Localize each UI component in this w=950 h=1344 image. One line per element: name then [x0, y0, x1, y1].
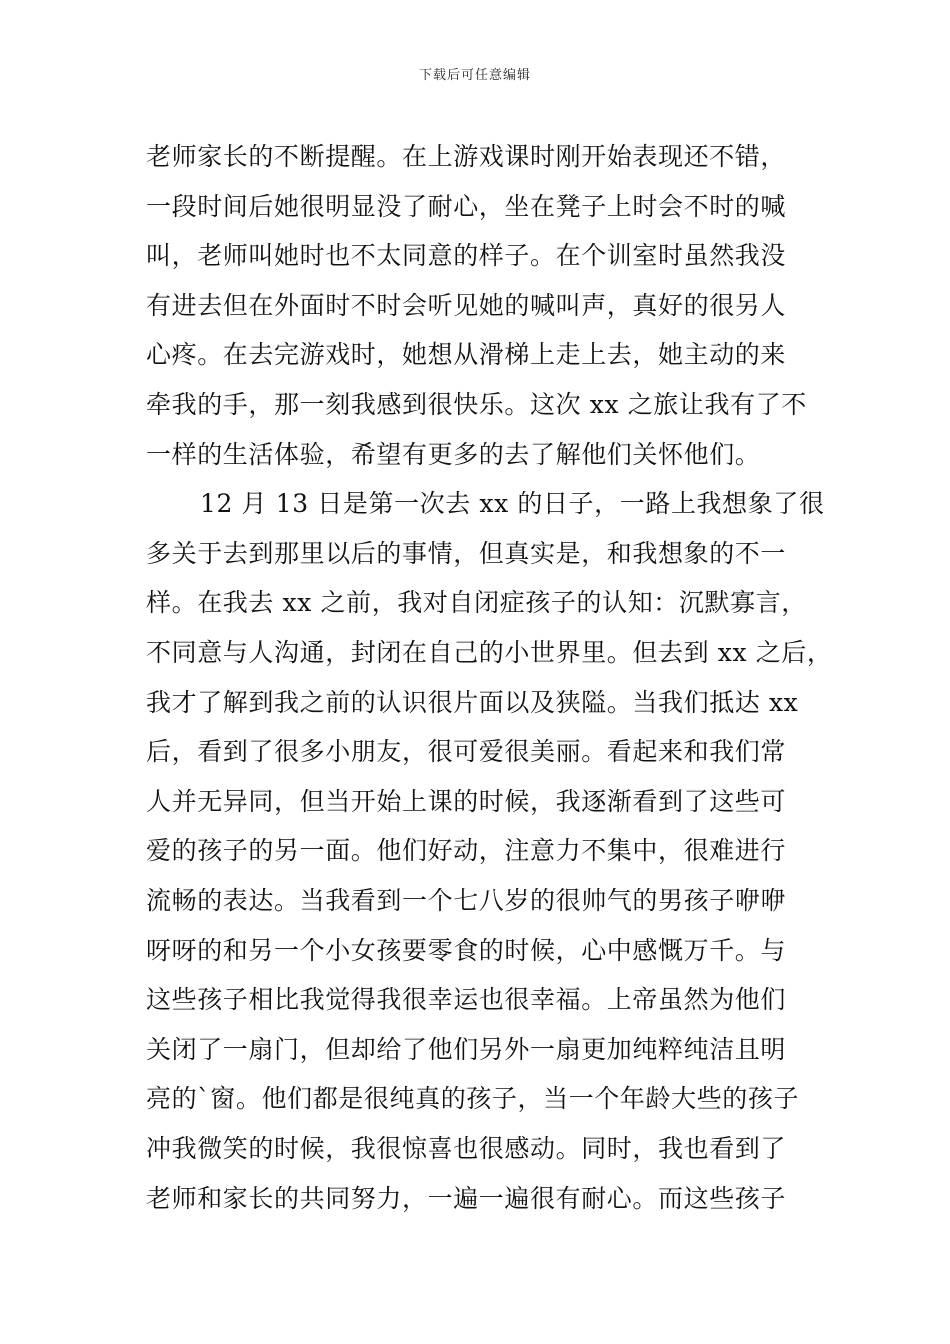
text-line: 样。在我去 xx 之前，我对自闭症孩子的认知：沉默寡言，	[146, 588, 807, 617]
text-line: 有进去但在外面时不时会听见她的喊叫声，真好的很另人	[146, 291, 787, 320]
text-line: 我才了解到我之前的认识很片面以及狭隘。当我们抵达 xx	[146, 688, 799, 717]
text-line: 爱的孩子的另一面。他们好动，注意力不集中，很难进行	[146, 836, 787, 865]
text-line: 流畅的表达。当我看到一个七八岁的很帅气的男孩子咿咿	[146, 886, 787, 915]
text-line: 冲我微笑的时候，我很惊喜也很感动。同时，我也看到了	[146, 1134, 787, 1163]
text-line: 人并无异同，但当开始上课的时候，我逐渐看到了这些可	[146, 787, 787, 816]
text-line: 不同意与人沟通，封闭在自己的小世界里。但去到 xx 之后，	[146, 638, 833, 667]
text-line: 呀呀的和另一个小女孩要零食的时候，心中感慨万千。与	[146, 936, 787, 965]
text-line: 叫，老师叫她时也不太同意的样子。在个训室时虽然我没	[146, 241, 787, 270]
text-line: 亮的`窗。他们都是很纯真的孩子，当一个年龄大些的孩子	[146, 1084, 800, 1113]
text-line: 心疼。在去完游戏时，她想从滑梯上走上去，她主动的来	[146, 340, 787, 369]
text-line: 一样的生活体验，希望有更多的去了解他们关怀他们。	[146, 440, 761, 469]
text-line: 关闭了一扇门，但却给了他们另外一扇更加纯粹纯洁且明	[146, 1035, 787, 1064]
text-line: 老师和家长的共同努力，一遍一遍很有耐心。而这些孩子	[146, 1184, 787, 1213]
text-line: 12 月 13 日是第一次去 xx 的日子，一路上我想象了很	[200, 489, 825, 518]
text-line: 老师家长的不断提醒。在上游戏课时刚开始表现还不错，	[146, 142, 787, 171]
page-header: 下载后可任意编辑	[418, 68, 531, 83]
text-line: 后，看到了很多小朋友，很可爱很美丽。看起来和我们常	[146, 737, 787, 766]
text-line: 这些孩子相比我觉得我很幸运也很幸福。上帝虽然为他们	[146, 985, 787, 1014]
text-line: 一段时间后她很明显没了耐心，坐在凳子上时会不时的喊	[146, 192, 787, 221]
text-line: 多关于去到那里以后的事情，但真实是，和我想象的不一	[146, 539, 787, 568]
text-line: 牵我的手，那一刻我感到很快乐。这次 xx 之旅让我有了不	[146, 390, 807, 419]
